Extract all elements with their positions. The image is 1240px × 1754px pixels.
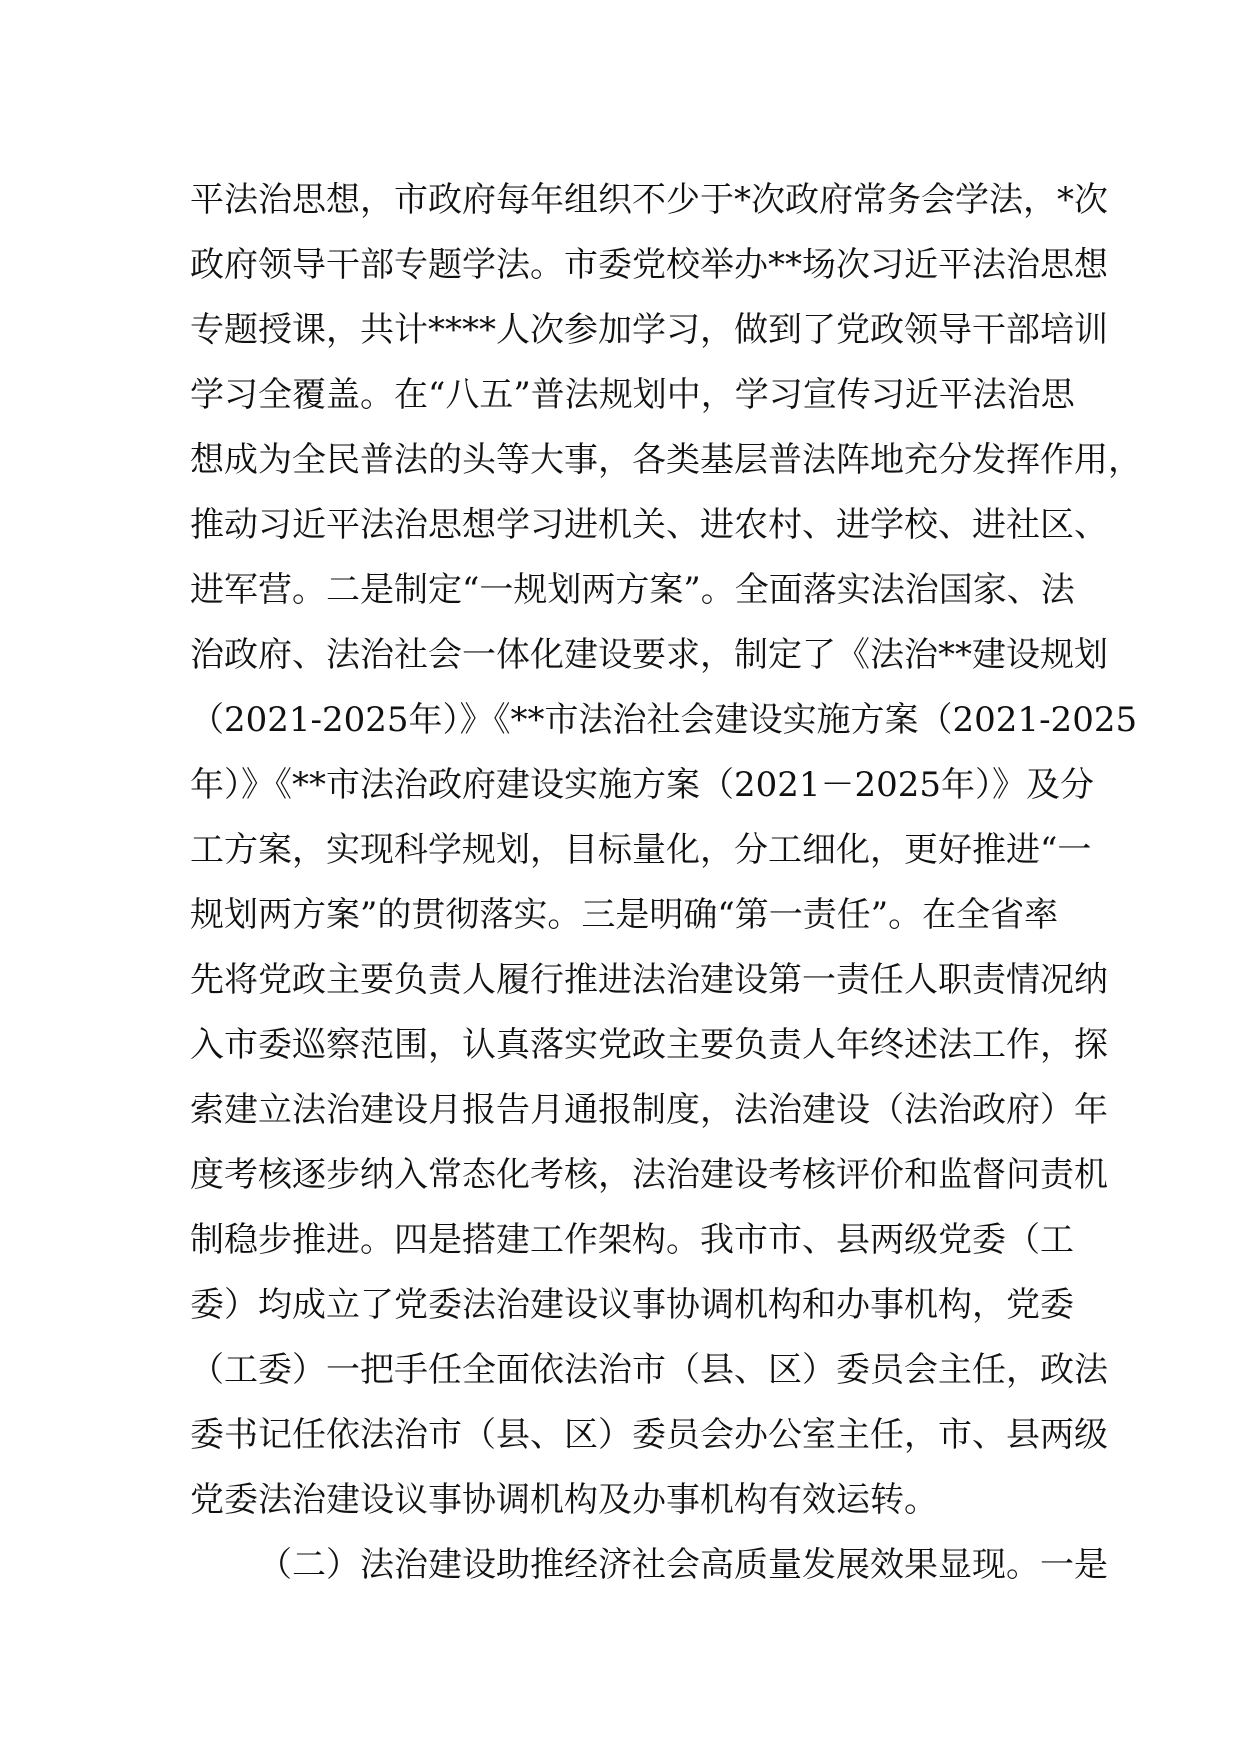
text-line: 入市委巡察范围，认真落实党政主要负责人年终述法工作，探	[190, 1025, 1108, 1065]
text-line: 委）均成立了党委法治建设议事协调机构和办事机构，党委	[190, 1285, 1074, 1325]
text-line: 平法治思想，市政府每年组织不少于*次政府常务会学法，*次	[190, 180, 1108, 220]
text-line: 规划两方案”的贯彻落实。三是明确“第一责任”。在全省率	[190, 895, 1059, 935]
text-line: 度考核逐步纳入常态化考核，法治建设考核评价和监督问责机	[190, 1155, 1108, 1195]
text-line: 学习全覆盖。在“八五”普法规划中，学习宣传习近平法治思	[190, 375, 1075, 415]
text-line: 进军营。二是制定“一规划两方案”。全面落实法治国家、法	[190, 570, 1075, 610]
text-line: 先将党政主要负责人履行推进法治建设第一责任人职责情况纳	[190, 960, 1108, 1000]
section-heading-line: （二）法治建设助推经济社会高质量发展效果显现。一是	[258, 1545, 1108, 1585]
text-line: 治政府、法治社会一体化建设要求，制定了《法治**建设规划	[190, 635, 1108, 675]
text-line: （2021-2025年）》《**市法治社会建设实施方案（2021-2025	[190, 700, 1138, 740]
text-line: 委书记任依法治市（县、区）委员会办公室主任，市、县两级	[190, 1415, 1108, 1455]
text-line: 索建立法治建设月报告月通报制度，法治建设（法治政府）年	[190, 1090, 1108, 1130]
text-line: 想成为全民普法的头等大事，各类基层普法阵地充分发挥作用，	[190, 440, 1142, 480]
text-line: 政府领导干部专题学法。市委党校举办**场次习近平法治思想	[190, 245, 1108, 285]
text-line: 年）》《**市法治政府建设实施方案（2021－2025年）》及分	[190, 765, 1095, 805]
text-line: 制稳步推进。四是搭建工作架构。我市市、县两级党委（工	[190, 1220, 1074, 1260]
text-line: 专题授课，共计****人次参加学习，做到了党政领导干部培训	[190, 310, 1108, 350]
text-line: 推动习近平法治思想学习进机关、进农村、进学校、进社区、	[190, 505, 1108, 545]
text-line: （工委）一把手任全面依法治市（县、区）委员会主任，政法	[190, 1350, 1108, 1390]
body-text	[190, 168, 1142, 1598]
text-line: 工方案，实现科学规划，目标量化，分工细化，更好推进“一	[190, 830, 1092, 870]
text-line: 党委法治建设议事协调机构及办事机构有效运转。	[190, 1480, 938, 1520]
